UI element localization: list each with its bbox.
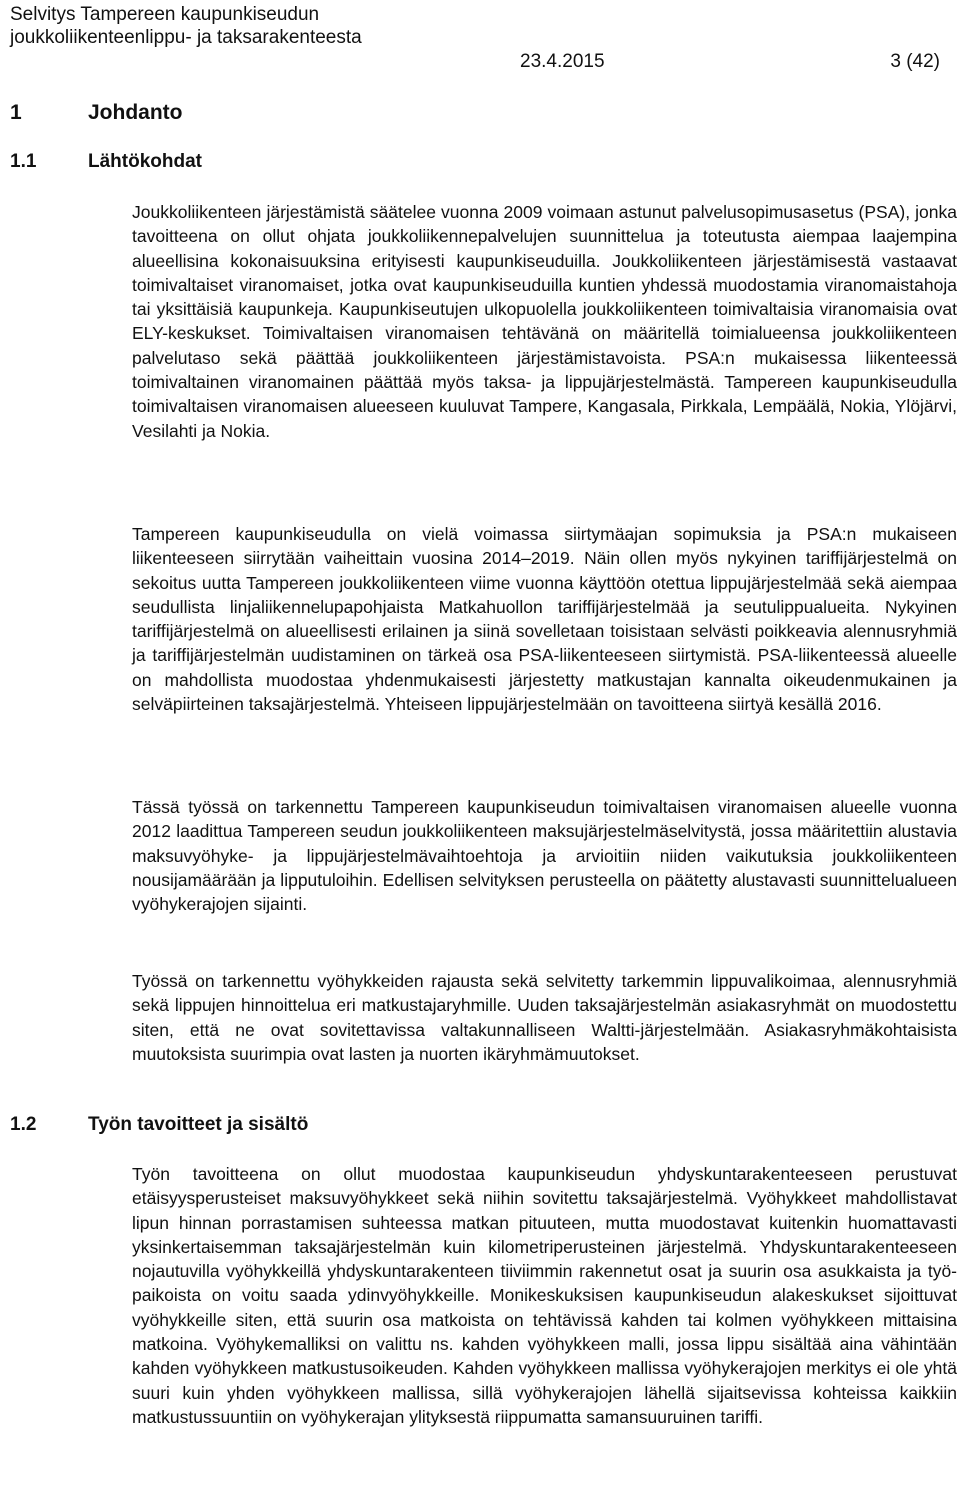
body-paragraph: Tampereen kaupunkiseudulla on vielä voimassa siirtymäajan sopimuksia ja PSA:n mukaiseen liikenteeseen siirrytään vaiheittain vuosina 2014–2019. Näin ollen myös nykyinen tariffijärjestelmä on sekoitus uutta Tampereen joukkoliikenteen viime vuonna käyttöön otettua lippujärjestelmää sekä aiempaa seudullista linjaliikennelupapohjaista Matkahuollon tariffijärjestelmää ja seutulippualueita. Nykyinen tariffijärjestelmä on alueellisesti erilainen ja siinä sovelletaan toisistaan selvästi poikkeavia alennusryhmiä ja tariffijärjestelmän uudistaminen on tärkeä osa PSA-liikenteeseen siirtymistä. PSA-liikenteessä alueelle on mahdollista muodostaa yhdenmukaisesti järjestetty matkustajan kannalta oikeudenmukainen ja selväpiirteinen taksajärjestelmä. Yhteiseen lippujärjestelmään on tavoitteena siirtyä kesällä 2016. — [132, 524, 957, 715]
section-heading-tavoitteet — [10, 1113, 308, 1137]
body-paragraph: Työssä on tarkennettu vyöhykkeiden rajausta sekä selvitetty tarkemmin lippuvalikoimaa, alennusryhmiä sekä lippujen hinnoittelua eri matkustajaryhmille. Uuden taksajärjestelmän asiakasryhmät on muodostettu siten, että ne ovat sovitettavissa valtakunnalliseen Waltti-järjestelmään. Asiakasryhmäkohtaisista muutoksista suurimpia ovat lasten ja nuorten ikäryhmämuutokset. — [132, 971, 957, 1064]
chapter-heading — [10, 100, 183, 126]
report-title: Selvitys Tampereen kaupunkiseudun joukkoliikenteenlippu- ja taksarakenteesta — [10, 4, 362, 48]
page-number: 3 (42) — [890, 51, 940, 72]
section-title: Lähtökohdat — [88, 151, 202, 172]
section-heading-lahtokohdat — [10, 150, 202, 174]
body-paragraph: Joukkoliikenteen järjestämistä säätelee vuonna 2009 voimaan astunut palvelusopimusasetus (PSA), jonka tavoitteena on ollut ohjata joukkoliikennepalvelujen suunnittelua ja toteutusta aiempaa laajempina alueellisina kokonaisuuksina erityisesti kaupunkiseuduilla. Joukkoliikenteen järjestämisestä vastaavat toimivaltaiset viranomaiset, jotka ovat kaupunkiseuduilla kuntien yhdessä muodostamia viranomaistahoja tai yksittäisiä kaupunkeja. Kaupunkiseutujen ulkopuolella joukkoliikenteen toimivaltaisia viranomaisia ovat ELY-keskukset. Toimivaltaisen viranomaisen tehtävänä on määritellä toimialueensa joukkoliikenteen palvelutaso sekä päättää joukkoliikenteen järjestämistavoista. PSA:n mukaisessa liikenteessä toimivaltainen viranomainen päättää myös taksa- ja lippujärjestelmästä. Tampereen kaupunkiseudulla toimivaltaisen viranomaisen alueeseen kuuluvat Tampere, Kangasala, Pirkkala, Lempäälä, Nokia, Ylöjärvi, Vesilahti ja Nokia. — [132, 202, 957, 441]
body-paragraph: Työn tavoitteena on ollut muodostaa kaupunkiseudun yhdyskuntarakenteeseen perustuvat etäisyysperusteiset maksuvyöhykkeet sekä niihin sovitettu taksajärjestelmä. Vyöhykkeet mahdollistavat lipun hinnan porrastamisen suhteessa matkan pituuteen, mutta muodostavat kuitenkin huomattavasti yksinkertaisemman taksajärjestelmän kuin kilometriperusteinen järjestelmä. Yhdyskuntarakenteeseen nojautuvilla vyöhykkeillä yhdyskuntarakenteen tiiviimmin rakennetut osat ja suurin osa asukkaista ja työpaikoista on voitu saada ydinvyöhykkeille. Monikeskuksisen kaupunkiseudun alakeskukset sijoittuvat vyöhykkeille siten, että suurin osa matkoista on tehtävissä kahden tai kolmen vyöhykkeen mittaisina matkoina. Vyöhykemalliksi on valittu ns. kahden vyöhykkeen malli, jossa lippu sisältää aina vähintään kahden vyöhykkeen matkustusoikeuden. Kahden vyöhykkeen mallissa vyöhykerajojen merkitys ei ole yhtä suuri kuin yhden vyöhykkeen mallissa, sillä vyöhykerajojen lähellä sijaitsevissa kohteissa kaikkiin matkustussuuntiin on vyöhykerajan ylityksestä riippumatta samansuuruinen tariffi. — [132, 1164, 957, 1427]
section-title: Työn tavoitteet ja sisältö — [88, 1114, 309, 1135]
chapter-number: 1 — [10, 101, 22, 124]
page-header — [10, 0, 940, 72]
body-paragraph: Tässä työssä on tarkennettu Tampereen kaupunkiseudun toimivaltaisen viranomaisen alueelle vuonna 2012 laadittua Tampereen seudun joukkoliikenteen maksujärjestelmäselvitystä, jossa määritettiin alustavia maksuvyöhyke- ja lippujärjestelmävaihtoehtoja ja arvioitiin niiden vaikutuksia joukkoliikenteen nousijamäärään ja lipputuloihin. Edellisen selvityksen perusteella on päätetty alustavasti suunnittelualueen vyöhykerajojen sijainti. — [132, 797, 957, 915]
report-date: 23.4.2015 — [520, 51, 605, 72]
section-number: 1.1 — [10, 151, 37, 172]
section-number: 1.2 — [10, 1114, 37, 1135]
chapter-title: Johdanto — [88, 101, 183, 124]
